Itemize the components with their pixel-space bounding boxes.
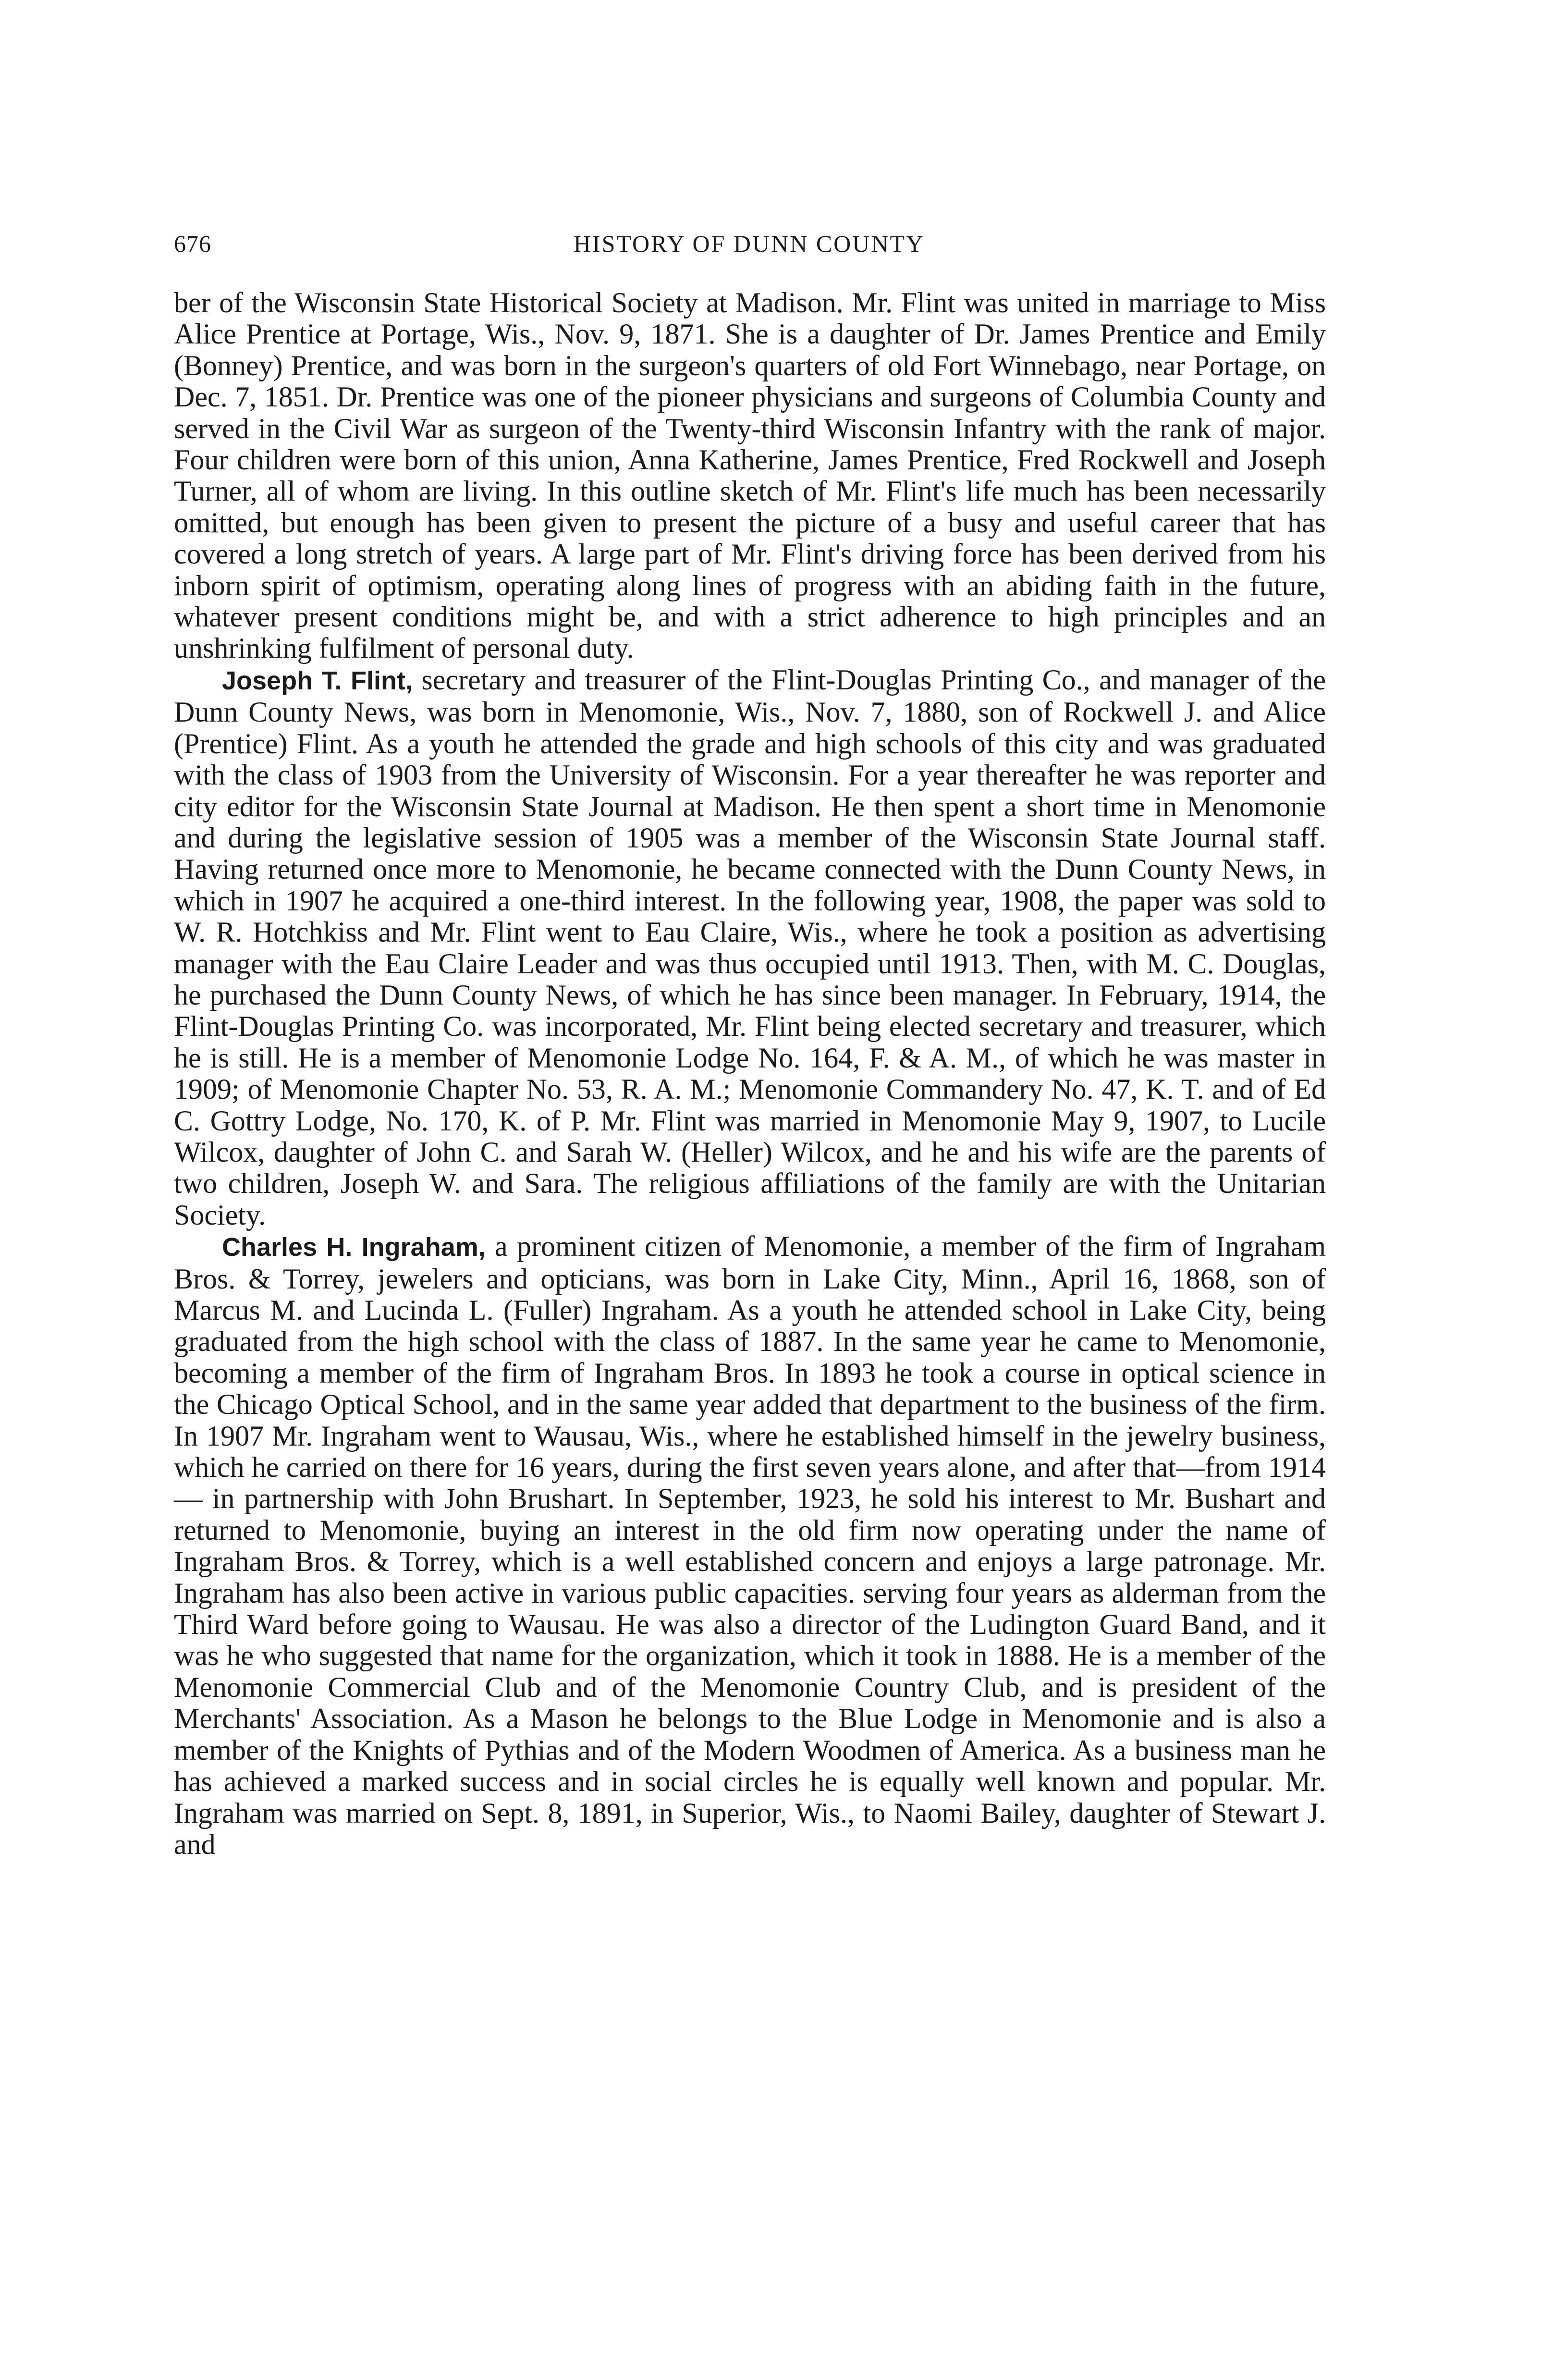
biography-name: Joseph T. Flint,: [222, 666, 413, 695]
running-head-title: HISTORY OF DUNN COUNTY: [573, 230, 925, 257]
page-number: 676: [174, 230, 211, 257]
paragraph-text: secretary and treasurer of the Flint-Douglas Printing Co., and manager of the Dunn County News, was born in Menomonie, Wis., Nov. 7, 1880, son of Rockwell J. and Alice (Prentice) Flint. As a youth he attended the grade and high schools of this city and was graduated with the class of 1903 from the University of Wisconsin. For a year thereafter he was reporter and city editor for the Wisconsin State Journal at Madison. He then spent a short time in Menomonie and during the legislative session of 1905 was a member of the Wisconsin State Journal staff. Having returned once more to Menomonie, he became connected with the Dunn County News, in which in 1907 he acquired a one-third interest. In the following year, 1908, the paper was sold to W. R. Hotchkiss and Mr. Flint went to Eau Claire, Wis., where he took a position as advertising manager with the Eau Claire Leader and was thus occupied until 1913. Then, with M. C. Douglas, he purchased the Dunn County News, of which he has since been manager. In February, 1914, the Flint-Douglas Printing Co. was incorporated, Mr. Flint being elected secretary and treasurer, which he is still. He is a member of Menomonie Lodge No. 164, F. & A. M., of which he was master in 1909; of Menomonie Chapter No. 53, R. A. M.; Menomonie Commandery No. 47, K. T. and of Ed C. Gottry Lodge, No. 170, K. of P. Mr. Flint was married in Menomonie May 9, 1907, to Lucile Wilcox, daughter of John C. and Sarah W. (Heller) Wilcox, and he and his wife are the parents of two children, Joseph W. and Sara. The religious affiliations of the family are with the Unitarian Society.: [174, 663, 1326, 1231]
paragraph-text: a prominent citizen of Menomonie, a member of the firm of Ingraham Bros. & Torrey, jewelers and opticians, was born in Lake City, Minn., April 16, 1868, son of Marcus M. and Lucinda L. (Fuller) Ingraham. As a youth he attended school in Lake City, being graduated from the high school with the class of 1887. In the same year he came to Menomonie, becoming a member of the firm of Ingraham Bros. In 1893 he took a course in optical science in the Chicago Optical School, and in the same year added that department to the business of the firm. In 1907 Mr. Ingraham went to Wausau, Wis., where he established himself in the jewelry business, which he carried on there for 16 years, during the first seven years alone, and after that—from 1914— in partnership with John Brushart. In September, 1923, he sold his interest to Mr. Bushart and returned to Menomonie, buying an interest in the old firm now operating under the name of Ingraham Bros. & Torrey, which is a well established concern and enjoys a large patronage. Mr. Ingraham has also been active in various public capacities. serving four years as alderman from the Third Ward before going to Wausau. He was also a director of the Ludington Guard Band, and it was he who suggested that name for the organization, which it took in 1888. He is a member of the Menomonie Commercial Club and of the Menomonie Country Club, and is president of the Merchants' Association. As a Mason he belongs to the Blue Lodge in Menomonie and is also a member of the Knights of Pythias and of the Modern Woodmen of America. As a business man he has achieved a marked success and in social circles he is equally well known and popular. Mr. Ingraham was married on Sept. 8, 1891, in Superior, Wis., to Naomi Bailey, daughter of Stewart J. and: [174, 1230, 1326, 1860]
running-head: [174, 230, 1324, 268]
paragraph-text: ber of the Wisconsin State Historical Society at Madison. Mr. Flint was united in marriage to Miss Alice Prentice at Portage, Wis., Nov. 9, 1871. She is a daughter of Dr. James Prentice and Emily (Bonney) Prentice, and was born in the surgeon's quarters of old Fort Winnebago, near Portage, on Dec. 7, 1851. Dr. Prentice was one of the pioneer physicians and surgeons of Columbia County and served in the Civil War as surgeon of the Twenty-third Wisconsin Infantry with the rank of major. Four children were born of this union, Anna Katherine, James Prentice, Fred Rockwell and Joseph Turner, all of whom are living. In this outline sketch of Mr. Flint's life much has been necessarily omitted, but enough has been given to present the picture of a busy and useful career that has covered a long stretch of years. A large part of Mr. Flint's driving force has been derived from his inborn spirit of optimism, operating along lines of progress with an abiding faith in the future, whatever present conditions might be, and with a strict adherence to high principles and an unshrinking fulfilment of personal duty.: [174, 287, 1326, 664]
biography-name: Charles H. Ingraham,: [222, 1233, 486, 1262]
paragraph-joseph-t-flint: [174, 664, 1326, 1231]
body-text: [174, 287, 1326, 1860]
paragraph-charles-h-ingraham: [174, 1231, 1326, 1860]
paragraph-flint-continued: [174, 287, 1326, 664]
